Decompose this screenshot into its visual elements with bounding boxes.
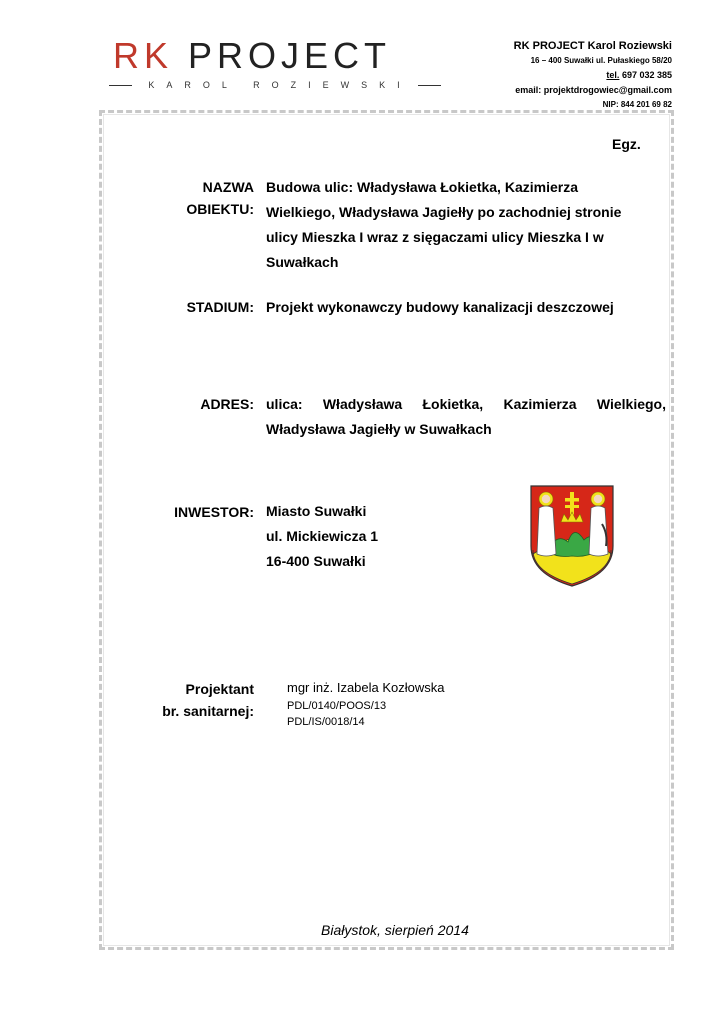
object-name-line: Wielkiego, Władysława Jagiełły po zachodniej stronie <box>266 204 622 220</box>
address-word: Kazimierza <box>503 396 577 412</box>
object-name-label-line2: OBIEKTU: <box>186 201 254 217</box>
object-name-label <box>150 176 254 220</box>
company-nip: NIP: 844 201 69 82 <box>602 100 672 109</box>
logo-rk: RK <box>113 35 174 76</box>
address-line1 <box>266 392 666 417</box>
logo-project: PROJECT <box>188 35 392 76</box>
designer-license-2: PDL/IS/0018/14 <box>287 716 365 728</box>
object-name-label-line1: NAZWA <box>202 179 254 195</box>
object-name-line: Suwałkach <box>266 254 339 270</box>
stage-value: Projekt wykonawczy budowy kanalizacji deszczowej <box>266 299 614 315</box>
company-email: email: projektdrogowiec@gmail.com <box>515 85 672 95</box>
address-word: Łokietka, <box>422 396 484 412</box>
logo-line-right <box>418 85 441 86</box>
investor-line: ul. Mickiewicza 1 <box>266 528 379 544</box>
address-word: Władysława <box>322 396 403 412</box>
company-logo <box>109 36 441 98</box>
investor-line: Miasto Suwałki <box>266 503 367 519</box>
address-word: ulica: <box>266 396 303 412</box>
tel-label: tel. <box>606 70 620 80</box>
tel-number: 697 032 385 <box>621 70 672 80</box>
logo-line-left <box>109 85 132 86</box>
object-name-line: ulicy Mieszka I wraz z sięgaczami ulicy Mieszka I w <box>266 229 604 245</box>
designer-label-line2: br. sanitarnej: <box>162 703 254 719</box>
stage-label: STADIUM: <box>186 299 254 315</box>
investor-value <box>266 499 378 574</box>
address-word: Wielkiego, <box>596 396 666 412</box>
suwalki-coat-of-arms <box>528 484 616 588</box>
designer-license-1: PDL/0140/POOS/13 <box>287 700 387 712</box>
company-phone <box>514 68 672 83</box>
company-name: RK PROJECT Karol Roziewski <box>513 40 672 52</box>
place-date: Białystok, sierpień 2014 <box>321 922 469 938</box>
copy-number-label: Egz. <box>612 136 641 152</box>
investor-line: 16-400 Suwałki <box>266 553 366 569</box>
logo-subtitle <box>109 80 441 90</box>
logo-subtext: KAROL ROZIEWSKI <box>148 80 412 90</box>
company-address: 16 – 400 Suwałki ul. Pułaskiego 58/20 <box>530 56 672 65</box>
designer-label <box>150 678 254 722</box>
designer-name: mgr inż. Izabela Kozłowska <box>287 680 445 695</box>
address-line2: Władysława Jagiełły w Suwałkach <box>266 421 492 437</box>
address-label: ADRES: <box>200 396 254 412</box>
designer-label-line1: Projektant <box>185 681 254 697</box>
contact-block <box>514 38 672 112</box>
investor-label: INWESTOR: <box>174 504 254 520</box>
logo-wordmark <box>113 36 391 76</box>
object-name-line: Budowa ulic: Władysława Łokietka, Kazimierza <box>266 179 578 195</box>
object-name-value <box>266 175 621 275</box>
